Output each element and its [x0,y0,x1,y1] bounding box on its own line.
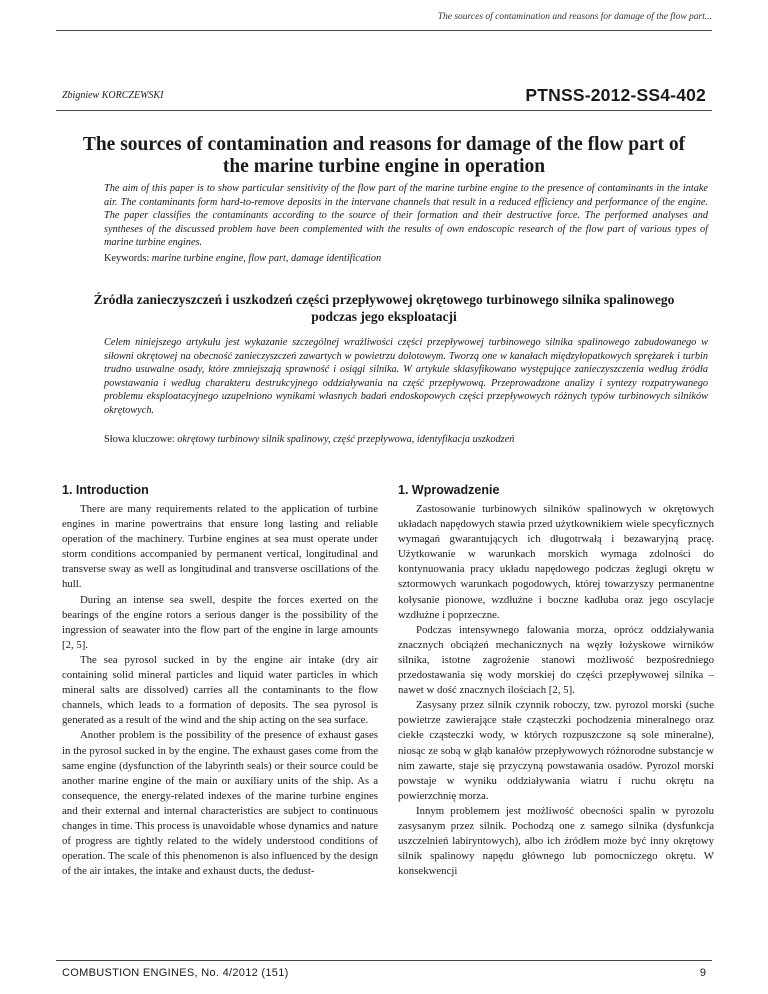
section-heading-wprowadzenie: 1. Wprowadzenie [398,483,500,497]
body-column-left [62,482,378,879]
journal-name: COMBUSTION ENGINES, No. 4/2012 (151) [62,967,289,979]
paragraph: The sea pyrosol sucked in by the engine air intake (dry air containing solid mineral particles and liquid water particles in which mineral salts are dissolved) carries all the contaminants to the flow channels, which leads to a formation of deposits. The sea pyrosol is generated as a result of the wind and the ship acting on the sea surface. [62,653,378,727]
keywords-en [104,252,381,265]
section-heading-introduction: 1. Introduction [62,483,149,497]
keywords-label: Keywords: [104,253,150,264]
abstract-en: The aim of this paper is to show particular sensitivity of the flow part of the marine turbine engine to the presence of contaminants in the intake air. The contaminants form hard-to-remove deposits in the intervane channels that result in a reduced efficiency and performance of the engine. The paper classifies the contaminants according to the source of their formation and their destructive force. The performed analyses and syntheses of the discussed problem have been complemented with the results of own endoscopic research of the flow part of various types of marine turbine engines. [104,183,708,249]
page-number: 9 [699,967,706,979]
paragraph: Zasysany przez silnik czynnik roboczy, tzw. pyrozol morski (suche powietrze zawierające stałe cząsteczki pochodzenia mineralnego oraz ciekłe cząsteczki wody, w których rozpuszczone są sole mineralne), niosąc ze sobą w głąb kanałów przepływowych różnorodne substancje w nim zawarte, staje się przyczyną powstawania osadów. Pyrozol morski powstaje w wyniku oddziaływania wiatru i ruchu okrętu na powierzchnię morza. [398,699,714,802]
paragraph: Zastosowanie turbinowych silników spalinowych w okrętowych układach napędowych stawia przed użytkownikiem wiele specyficznych wymagań gwarantujących ich długotrwałą i bezawaryjną pracę. Użytkowanie w warunkach morskich wymaga zdolności do kontynuowania pracy układu napędowego podczas żeglugi okrętu w sztormowych warunkach pogodowych, której towarzyszy permanentne kołysanie pionowe, wzdłużne i boczne kadłuba oraz jego oscylacje wzdłużne i poprzeczne. [398,503,714,621]
abstract-pl: Celem niniejszego artykułu jest wykazanie szczególnej wrażliwości części przepływowej turbinowego silnika spalinowego zabudowanego w siłowni okrętowej na obecność zanieczyszczeń zawartych w powietrzu dolotowym. Tworzą one w kanałach międzyłopatkowych sprężarek i turbin trudno usuwalne osady, które zmniejszają sprawność i osiągi silnika. W artykule sklasyfikowano występujące zanieczyszczenia według źródła powstawania i według charakteru destrukcyjnego oddziaływania na część przepływową. Przeprowadzone analizy i syntezy rozpatrywanego problemu eksploatacyjnego uzupełniono wynikami własnych badań endoskopowych części przepływowych różnych typów turbinowych silników okrętowych. [104,337,708,416]
paragraph: During an intense sea swell, despite the forces exerted on the bearings of the engine rotors a serious danger is the possibility of the ingression of seawater into the flow part of the engine in large amounts [2, 5]. [62,593,378,651]
keywords-label-pl: Słowa kluczowe: [104,434,175,445]
keywords-text: marine turbine engine, flow part, damage identification [151,253,382,264]
keywords-text-pl: okrętowy turbinowy silnik spalinowy, część przepływowa, identyfikacja uszkodzeń [177,434,515,445]
paper-title-pl: Źródła zanieczyszczeń i uszkodzeń części przepływowej okrętowego turbinowego silnika spalinowego podczas jego eksploatacji [93,292,675,324]
footer-rule [56,960,712,961]
header-rule [56,30,712,31]
paragraph: Innym problemem jest możliwość obecności spalin w pyrozolu zasysanym przez silnik. Pochodzą one z samego silnika (dysfunkcja uszczelnień labiryntowych), albo ich źródłem może być inny okrętowy silnik spalinowy napędu głównego lub pomocniczego okrętu. W konsekwencji [398,804,714,878]
paragraph: Podczas intensywnego falowania morza, oprócz oddziaływania znacznych obciążeń mechanicznych na węzły łożyskowe wirników silnika, istotne zagrożenie stanowi możliwość bezpośredniego przedostawania się wody morskiej do części przepływowej silnika – nawet w dość znacznych ilościach [2, 5]. [398,623,714,697]
keywords-pl [104,433,514,446]
paragraph: Another problem is the possibility of the presence of exhaust gases in the pyrosol sucked in by the engine. The exhaust gases come from the same engine (dysfunction of the labyrinth seals) or their source could be another marine engine of the main or auxiliary units of the ship. As a consequence, the energy-related indexes of the marine turbine engines and their external and internal characteristics are subject to continuous changes in time. This process is unavoidable whose dynamics and nature of progress are tightly related to the widely understood conditions of operation. The scale of this phenomenon is also influenced by the design of the air intakes, the intake and exhaust ducts, the dedust- [62,729,378,878]
paper-title: The sources of contamination and reasons for damage of the flow part of the marine turbine engine in operation [82,134,686,177]
title-rule [56,110,712,111]
author-name: Zbigniew KORCZEWSKI [62,90,164,101]
running-title: The sources of contamination and reasons for damage of the flow part... [437,12,712,22]
body-column-right [398,482,714,879]
paragraph: There are many requirements related to the application of turbine engines in marine powertrains that ensure long lasting and reliable operation of the machinery. Turbine engines at sea must operate under storm conditions accompanied by permanent vertical, longitudinal and transverse sway as well as longitudinal and transverse oscillations of the hull. [62,503,378,591]
paper-code: PTNSS-2012-SS4-402 [525,85,706,105]
